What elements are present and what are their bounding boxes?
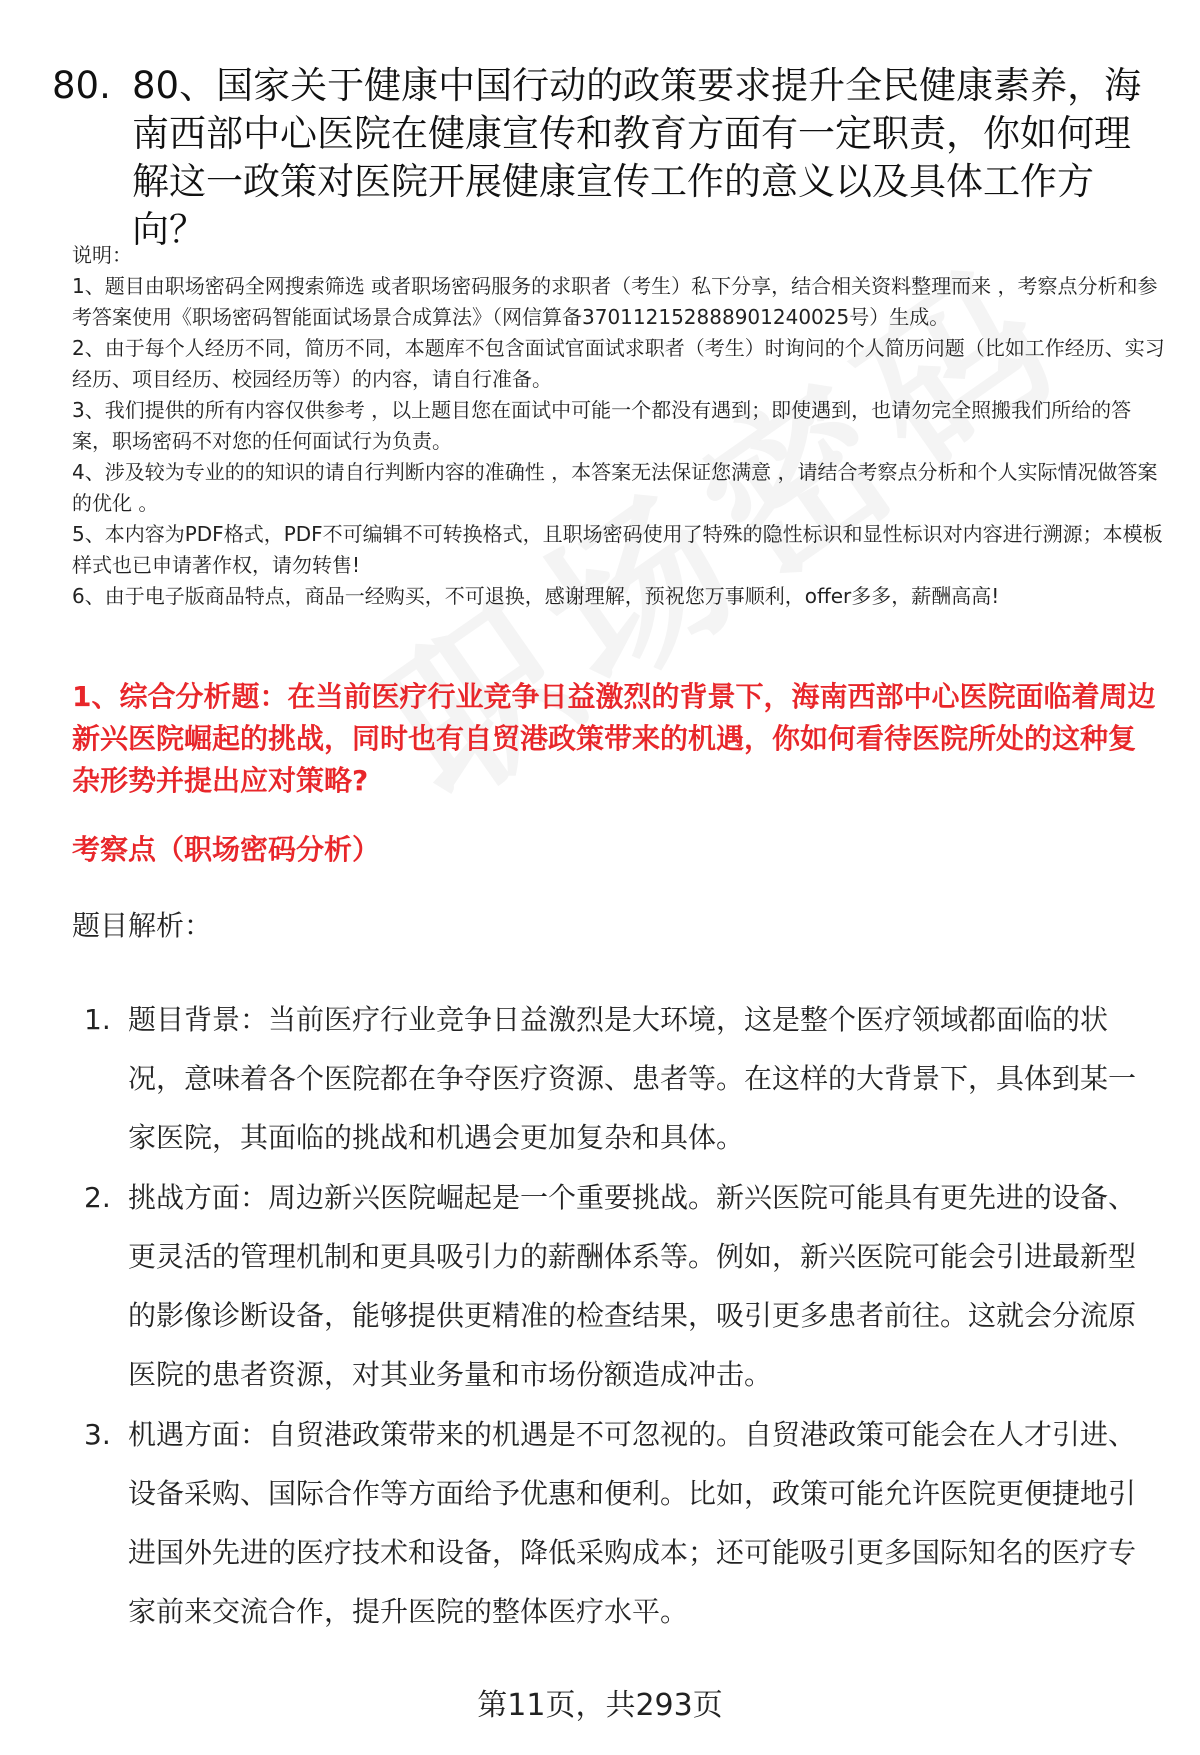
- list-item-text: 题目背景：当前医疗行业竞争日益激烈是大环境，这是整个医疗领域都面临的状况，意味着各个医院都在争夺医疗资源、患者等。在这样的大背景下，具体到某一家医院，其面临的挑战和机遇会更加复杂和具体。: [128, 1003, 1137, 1154]
- question-text: 80、国家关于健康中国行动的政策要求提升全民健康素养，海南西部中心医院在健康宣传和教育方面有一定职责，你如何理解这一政策对医院开展健康宣传工作的意义以及具体工作方向？: [132, 64, 1142, 251]
- analysis-list: [84, 990, 1154, 1642]
- list-item: [84, 990, 1154, 1167]
- question-title: [52, 62, 1152, 254]
- kaocha-heading: 考察点（职场密码分析）: [72, 833, 381, 866]
- list-item-text: 机遇方面：自贸港政策带来的机遇是不可忽视的。自贸港政策可能会在人才引进、设备采购、国际合作等方面给予优惠和便利。比如，政策可能允许医院更便捷地引进国外先进的医疗技术和设备，降低采购成本；还可能吸引更多国际知名的医疗专家前来交流合作，提升医院的整体医疗水平。: [128, 1418, 1137, 1628]
- notes-section: [72, 240, 1167, 612]
- sub-question: 1、综合分析题：在当前医疗行业竞争日益激烈的背景下，海南西部中心医院面临着周边新兴医院崛起的挑战，同时也有自贸港政策带来的机遇，你如何看待医院所处的这种复杂形势并提出应对策略?: [72, 680, 1156, 797]
- note-item: 5、本内容为PDF格式，PDF不可编辑不可转换格式，且职场密码使用了特殊的隐性标识和显性标识对内容进行溯源；本模板样式也已申请著作权，请勿转售!: [72, 522, 1163, 577]
- note-item: 4、涉及较为专业的的知识的请自行判断内容的准确性 ，本答案无法保证您满意 ，请结合考察点分析和个人实际情况做答案的优化 。: [72, 460, 1158, 515]
- list-item: [84, 1405, 1154, 1641]
- list-item-number: 3.: [84, 1418, 111, 1451]
- list-item: [84, 1168, 1154, 1404]
- notes-heading: 说明：: [72, 243, 132, 267]
- note-item: 3、我们提供的所有内容仅供参考 ，以上题目您在面试中可能一个都没有遇到；即使遇到，也请勿完全照搬我们所给的答案，职场密码不对您的任何面试行为负责。: [72, 398, 1132, 453]
- list-item-number: 1.: [84, 1003, 111, 1036]
- page-footer: 第11页，共293页: [477, 1688, 723, 1723]
- note-item: 1、题目由职场密码全网搜索筛选 或者职场密码服务的求职者（考生）私下分享，结合相关资料整理而来 ，考察点分析和参考答案使用《职场密码智能面试场景合成算法》（网信算备370112152888901240025号）生成。: [72, 274, 1158, 329]
- question-number: 80.: [52, 64, 111, 107]
- list-item-text: 挑战方面：周边新兴医院崛起是一个重要挑战。新兴医院可能具有更先进的设备、更灵活的管理机制和更具吸引力的薪酬体系等。例如，新兴医院可能会引进最新型的影像诊断设备，能够提供更精准的检查结果，吸引更多患者前往。这就会分流原医院的患者资源，对其业务量和市场份额造成冲击。: [128, 1181, 1137, 1391]
- list-item-number: 2.: [84, 1181, 111, 1214]
- note-item: 2、由于每个人经历不同，简历不同，本题库不包含面试官面试求职者（考生）时询问的个人简历问题（比如工作经历、实习经历、项目经历、校园经历等）的内容，请自行准备。: [72, 336, 1165, 391]
- note-item: 6、由于电子版商品特点，商品一经购买，不可退换，感谢理解，预祝您万事顺利，offer多多，薪酬高高!: [72, 584, 1000, 608]
- jiexi-heading: 题目解析：: [72, 909, 213, 942]
